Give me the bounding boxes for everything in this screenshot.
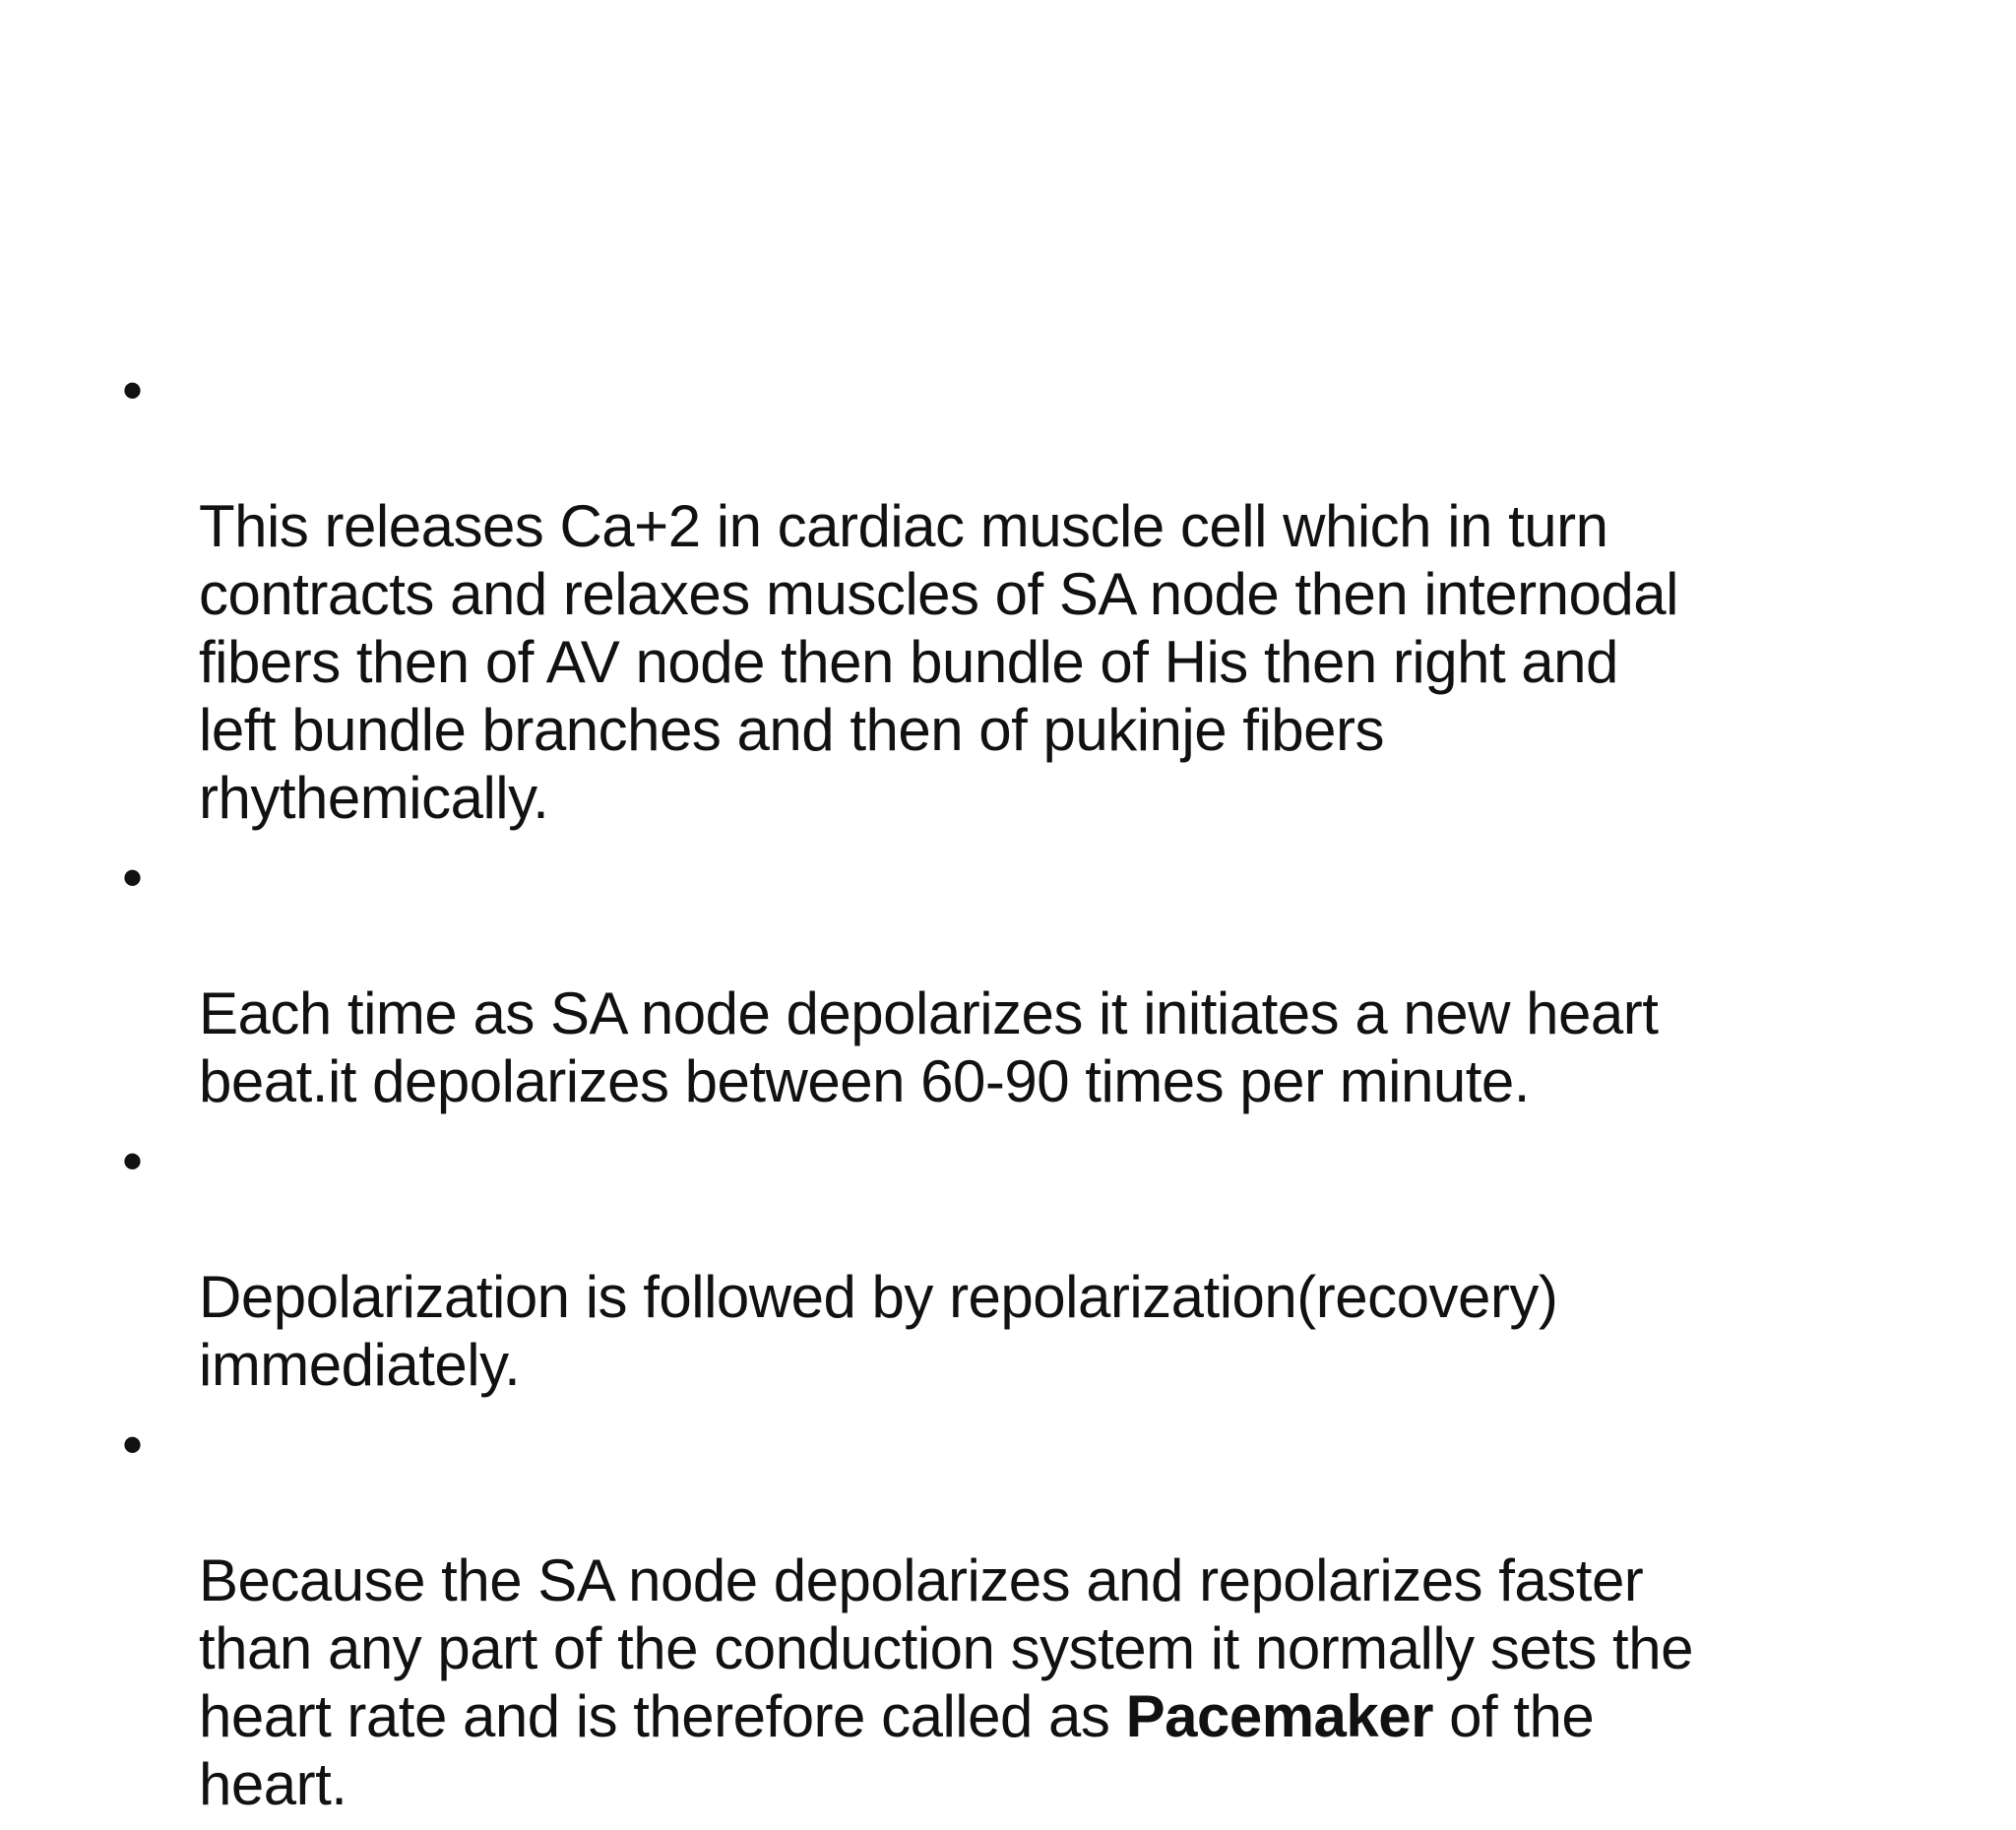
bullet-text: Each time as SA node depolarizes it initiates a new heart beat.it depolarizes between 60-90 times per minute.	[199, 980, 1659, 1114]
bullet-text: Depolarization is followed by repolarization(recovery) immediately.	[199, 1264, 1558, 1398]
bullet-item-heart-beat	[116, 844, 1967, 1115]
pacemaker-bold-text: Pacemaker	[1125, 1683, 1433, 1749]
bullet-text: This releases Ca+2 in cardiac muscle cell which in turn contracts and relaxes muscles of SA node then internodal fibers then of AV node then bundle of His then right and left bundle branches and then of pukinje fibers rhythemically.	[199, 493, 1678, 831]
bullet-item-pacemaker	[116, 1411, 1967, 1818]
bullet-list	[116, 356, 1967, 1830]
bullet-item-repolarization	[116, 1127, 1967, 1399]
bullet-marker: •	[122, 357, 143, 423]
bullet-marker: •	[122, 1128, 143, 1194]
bullet-item-calcium-release	[116, 356, 1967, 832]
bullet-marker: •	[122, 845, 143, 911]
bullet-marker: •	[122, 1412, 143, 1478]
bullet-text-before-bold: Because the SA node depolarizes and repolarizes faster than any part of the conduction system it normally sets the heart rate and is therefore called as	[199, 1547, 1693, 1749]
bullet-text-after-bold: of the heart.	[199, 1683, 1595, 1817]
